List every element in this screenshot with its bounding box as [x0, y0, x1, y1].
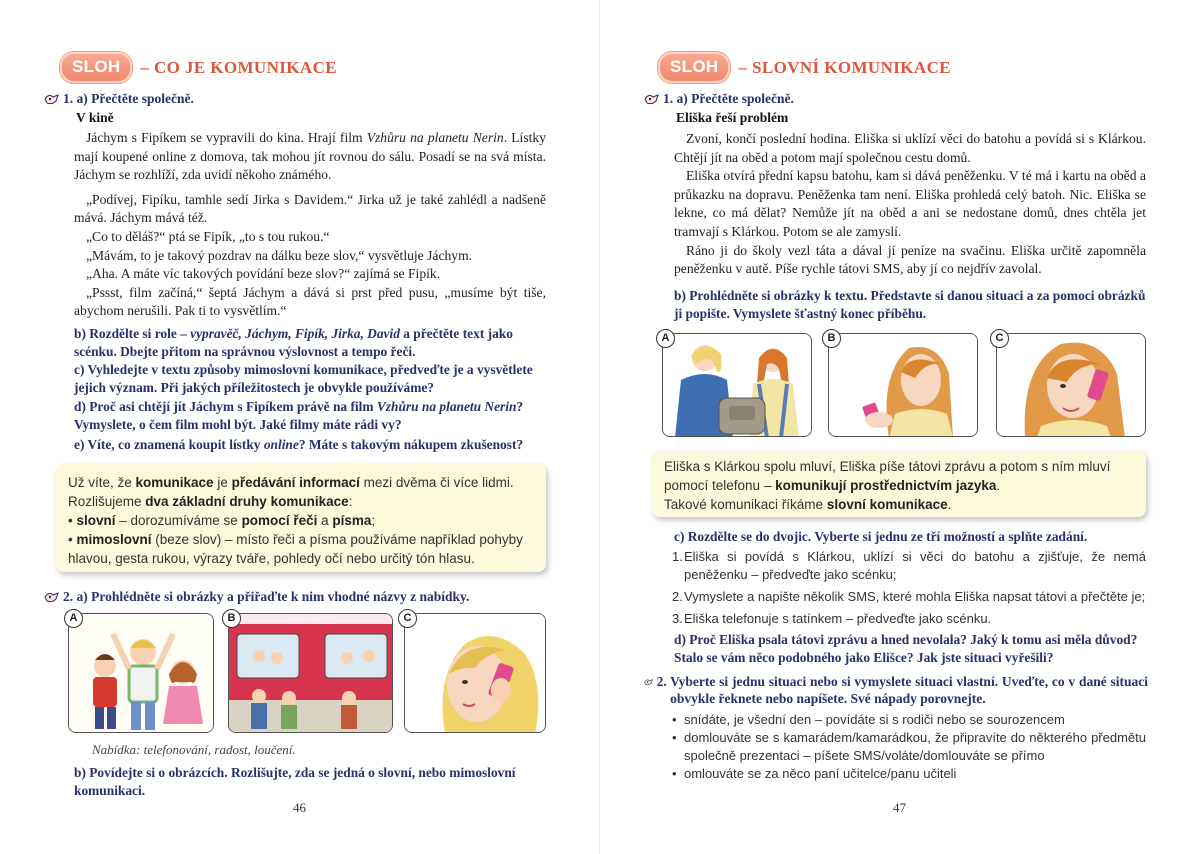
page-number: 46	[293, 800, 306, 815]
list-item: • domlouváte se s kamarádem/kamarádkou, že připravíte do některého předmětu společně prezentaci – píšete SMS/voláte/domlouváte se přímo	[672, 729, 1146, 765]
picture-badge-c: C	[990, 329, 1009, 348]
read-together-icon	[44, 92, 60, 106]
task-2b: b) Povídejte si o obrázcích. Rozlišujte, zda se jedná o slovní, nebo mimoslovní komunikaci.	[74, 765, 516, 798]
task-1e: e) Víte, co znamená koupit lístky online? Máte s takovým nákupem zkušenost?	[74, 437, 524, 452]
picture-phone-call	[404, 613, 546, 733]
story-paragraph: „Co to děláš?“ ptá se Fipík, „to s tou rukou.“	[86, 228, 330, 244]
situations-list	[672, 711, 1146, 783]
picture-badge-a: A	[64, 609, 83, 628]
info-box: Eliška s Klárkou spolu mluví, Eliška píše tátovi zprávu a potom s ním mluví pomocí telefonu – komunikují prostřednictvím jazyka. Takové komunikaci říkáme slovní komunikace.	[652, 451, 1146, 517]
picture-farewell	[228, 613, 393, 733]
list-item: 1. Eliška si povídá s Klárkou, uklízí si věci do batohu a zjišťuje, že nemá peněženku – předveďte jako scénku;	[672, 549, 1146, 582]
task-1-heading: 1. a) Přečtěte společně.	[44, 90, 564, 107]
task-1c: c) Rozdělte se do dvojic. Vyberte si jednu ze tří možností a splňte zadání.	[674, 529, 1088, 544]
task-1b: b) Rozdělte si role – vypravěč, Jáchym, Fipík, Jirka, David a přečtěte text jako scénku. Dbejte přitom na správnou výslovnost a tempo řeči.	[74, 326, 513, 359]
list-item: 3. Eliška telefonuje s tatínkem – předveďte jako scénku.	[672, 611, 992, 626]
picture-badge-a: A	[656, 329, 675, 348]
story-paragraph: „Mávám, to je takový pozdrav na dálku beze slov,“ vysvětluje Jáchym.	[86, 247, 473, 263]
story-paragraph: „Podívej, Fipíku, tamhle sedí Jirka s Davidem.“ Jirka už je také zahlédl a nadšeně mává. Jáchym mává též.	[74, 191, 546, 226]
read-together-icon	[44, 590, 60, 604]
story-text	[674, 130, 1146, 279]
picture-badge-b: B	[222, 609, 241, 628]
story-paragraph: „Pssst, film začíná,“ šeptá Jáchym a dává si prst před pusu, „musíme být tiše, abychom nerušili. Pak ti to vysvětlím.“	[74, 284, 546, 319]
picture-badge-c: C	[398, 609, 417, 628]
page-number: 47	[893, 800, 906, 815]
left-header	[60, 52, 337, 83]
story-paragraph: Jáchym s Fipíkem se vypravili do kina. Hrají film Vzhůru na planetu Nerin. Lístky mají koupené online z domova, tak mohou jít rovnou do sálu. Posadí se na svá místa. Jáchym se rozhlíží, zda uvidí někoho známého.	[74, 130, 546, 183]
sloh-label: SLOH	[658, 52, 730, 83]
picture-backpack-search	[662, 333, 812, 437]
story-title: V kině	[76, 110, 114, 125]
picture-joy	[68, 613, 214, 733]
story-paragraph: Ráno ji do školy vezl táta a dával jí peníze na svačinu. Eliška určitě zapomněla peněženku v autě. Píše rychle tátovi SMS, aby jí co nejdřív zavolal.	[674, 242, 1146, 277]
task-1b: b) Prohlédněte si obrázky k textu. Představte si danou situaci a za pomoci obrázků ji popište. Vymyslete šťastný konec příběhu.	[674, 288, 1146, 321]
right-header	[658, 52, 951, 83]
picture-badge-b: B	[822, 329, 841, 348]
task-1d: d) Proč Eliška psala tátovi zprávu a hned nevolala? Jaký k tomu asi měla důvod? Stalo se vám něco podobného jako Elišce? Jak jste situaci vyřešili?	[674, 632, 1138, 665]
story-paragraph: Eliška otvírá přední kapsu batohu, kam si dává peněženku. V té má i kartu na oběd a průkazku na dopravu. Peněženka tam není. Eliška prohledá celý batoh. Nic. Eliška se lekne, co má dělat? Nemůže jít na oběd a ani se nedostane domů, dnes chtěla jet tramvají s Klárkou. Potom se ale zamyslí.	[674, 168, 1146, 239]
info-box: Už víte, že komunikace je předávání informací mezi dvěma či více lidmi. Rozlišujeme dva základní druhy komunikace: • slovní – dorozumíváme se pomocí řeči a písma; • mimoslovní (beze slov) – místo řeči a písma používáme například pohyby hlavou, gesta rukou, výrazy tváře, pohledy očí nebo určitý tón hlasu.	[56, 464, 546, 572]
story-title: Eliška řeší problém	[676, 110, 789, 125]
story-paragraph: „Aha. A máte víc takových povídání beze slov?“ zajímá se Fipík.	[86, 266, 441, 282]
story-text	[74, 129, 546, 321]
options-list	[672, 548, 1146, 628]
list-item: • omlouváte se za něco paní učitelce/panu učiteli	[672, 765, 1146, 783]
right-page	[600, 0, 1200, 854]
task-1d: d) Proč asi chtějí jít Jáchym s Fipíkem právě na film Vzhůru na planetu Nerin? Vymyslete, o čem film mohl být. Jaké filmy máte rádi vy?	[74, 399, 524, 432]
read-together-icon	[644, 92, 660, 106]
picture-texting	[828, 333, 978, 437]
read-together-icon	[644, 675, 654, 689]
task-2-heading: 2. a) Prohlédněte si obrázky a přiřaďte k nim vhodné názvy z nabídky.	[44, 588, 564, 605]
story-paragraph: Zvoní, končí poslední hodina. Eliška si uklízí věci do batohu a povídá si s Klárkou. Chtějí jít na oběd a potom mají společnou cestu domů.	[674, 131, 1146, 165]
list-item: • snídáte, je všední den – povídáte si s rodiči nebo se sourozencem	[672, 711, 1146, 729]
list-item: 2. Vymyslete a napište několik SMS, které mohla Eliška napsat tátovi a přečtěte je;	[672, 589, 1146, 604]
offer-text: Nabídka: telefonování, radost, loučení.	[92, 742, 296, 757]
sloh-label: SLOH	[60, 52, 132, 83]
picture-phone-call	[996, 333, 1146, 437]
task-2-heading: 2. Vyberte si jednu situaci nebo si vymyslete situaci vlastní. Uveďte, co v dané situaci obvykle řeknete nebo napíšete. Své nápady porovnejte.	[644, 673, 1148, 707]
task-1-heading: 1. a) Přečtěte společně.	[644, 90, 1164, 107]
page-title: – SLOVNÍ KOMUNIKACE	[738, 57, 952, 77]
page-title: – CO JE KOMUNIKACE	[140, 57, 338, 77]
task-1c: c) Vyhledejte v textu způsoby mimoslovní komunikace, předveďte je a vysvětlete jejich význam. Při jakých příležitostech je obvykle používáme?	[74, 362, 533, 395]
